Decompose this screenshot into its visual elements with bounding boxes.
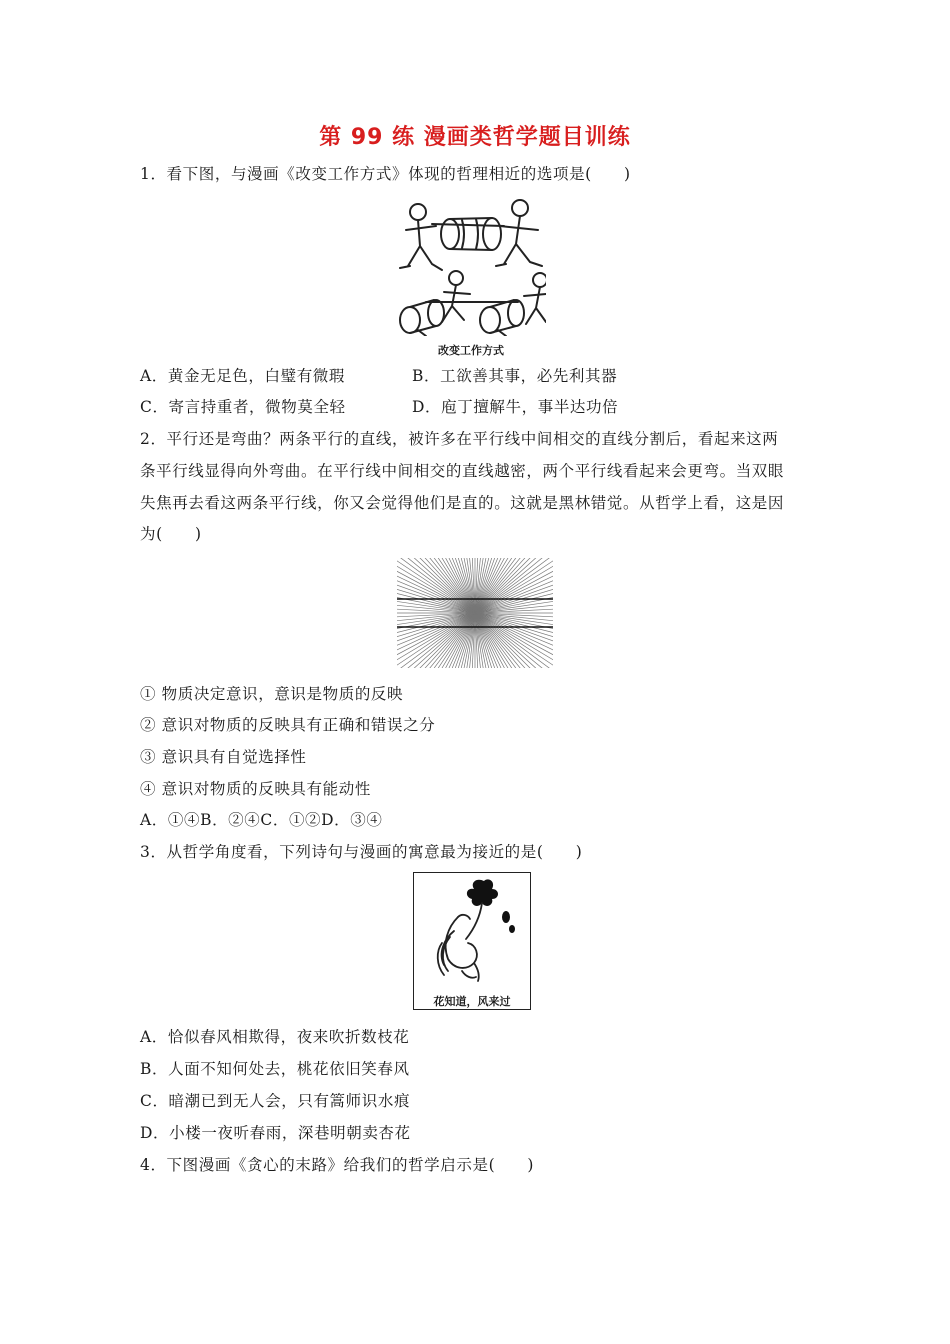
q2-item-3: ③ 意识具有自觉选择性	[140, 748, 307, 766]
q3-option-b: B．人面不知何处去，桃花依旧笑春风	[140, 1060, 410, 1078]
q3-flower-wind-illustration	[414, 873, 529, 985]
q1-stem: 1．看下图，与漫画《改变工作方式》体现的哲理相近的选项是( )	[140, 165, 631, 183]
q2-stem-line-2: 条平行线显得向外弯曲。在平行线中间相交的直线越密，两个平行线看起来会更弯。当双眼	[140, 462, 785, 480]
q3-figure-caption: 花知道，风来过	[433, 995, 511, 1008]
q1-figure-caption: 改变工作方式	[438, 344, 504, 357]
q2-item-4: ④ 意识对物质的反映具有能动性	[140, 780, 371, 798]
q1-cartoon-illustration	[396, 194, 546, 336]
q3-option-a: A．恰似春风相欺得，夜来吹折数枝花	[140, 1028, 410, 1046]
q3-cartoon-figure	[413, 872, 531, 1010]
q3-option-d: D．小楼一夜听春雨，深巷明朝卖杏花	[140, 1124, 411, 1142]
q1-option-c: C．寄言持重者，微物莫全轻	[140, 398, 346, 416]
q3-stem: 3．从哲学角度看，下列诗句与漫画的寓意最为接近的是( )	[140, 843, 583, 861]
hering-illusion-figure	[397, 558, 553, 668]
q2-item-1: ① 物质决定意识，意识是物质的反映	[140, 685, 404, 703]
q2-stem-line-1: 2．平行还是弯曲？两条平行的直线，被许多在平行线中间相交的直线分割后，看起来这两	[140, 430, 779, 448]
q2-options: A．①④B．②④C．①②D．③④	[140, 811, 383, 829]
q2-stem-line-3: 失焦再去看这两条平行线，你又会觉得他们是直的。这就是黑林错觉。从哲学上看，这是因	[140, 494, 785, 512]
q1-option-b: B．工欲善其事，必先利其器	[412, 367, 618, 385]
q4-stem: 4．下图漫画《贪心的末路》给我们的哲学启示是( )	[140, 1156, 535, 1174]
hering-illusion-diagram	[397, 558, 553, 668]
q2-stem-line-4: 为( )	[140, 525, 202, 543]
q1-cartoon-figure	[396, 194, 546, 357]
q3-option-c: C．暗潮已到无人会，只有篙师识水痕	[140, 1092, 411, 1110]
q2-item-2: ② 意识对物质的反映具有正确和错误之分	[140, 716, 436, 734]
page-title: 第 99 练 漫画类哲学题目训练	[319, 125, 631, 150]
q1-option-a: A．黄金无足色，白璧有微瑕	[140, 367, 345, 385]
q1-option-d: D．庖丁擅解牛，事半达功倍	[412, 398, 619, 416]
